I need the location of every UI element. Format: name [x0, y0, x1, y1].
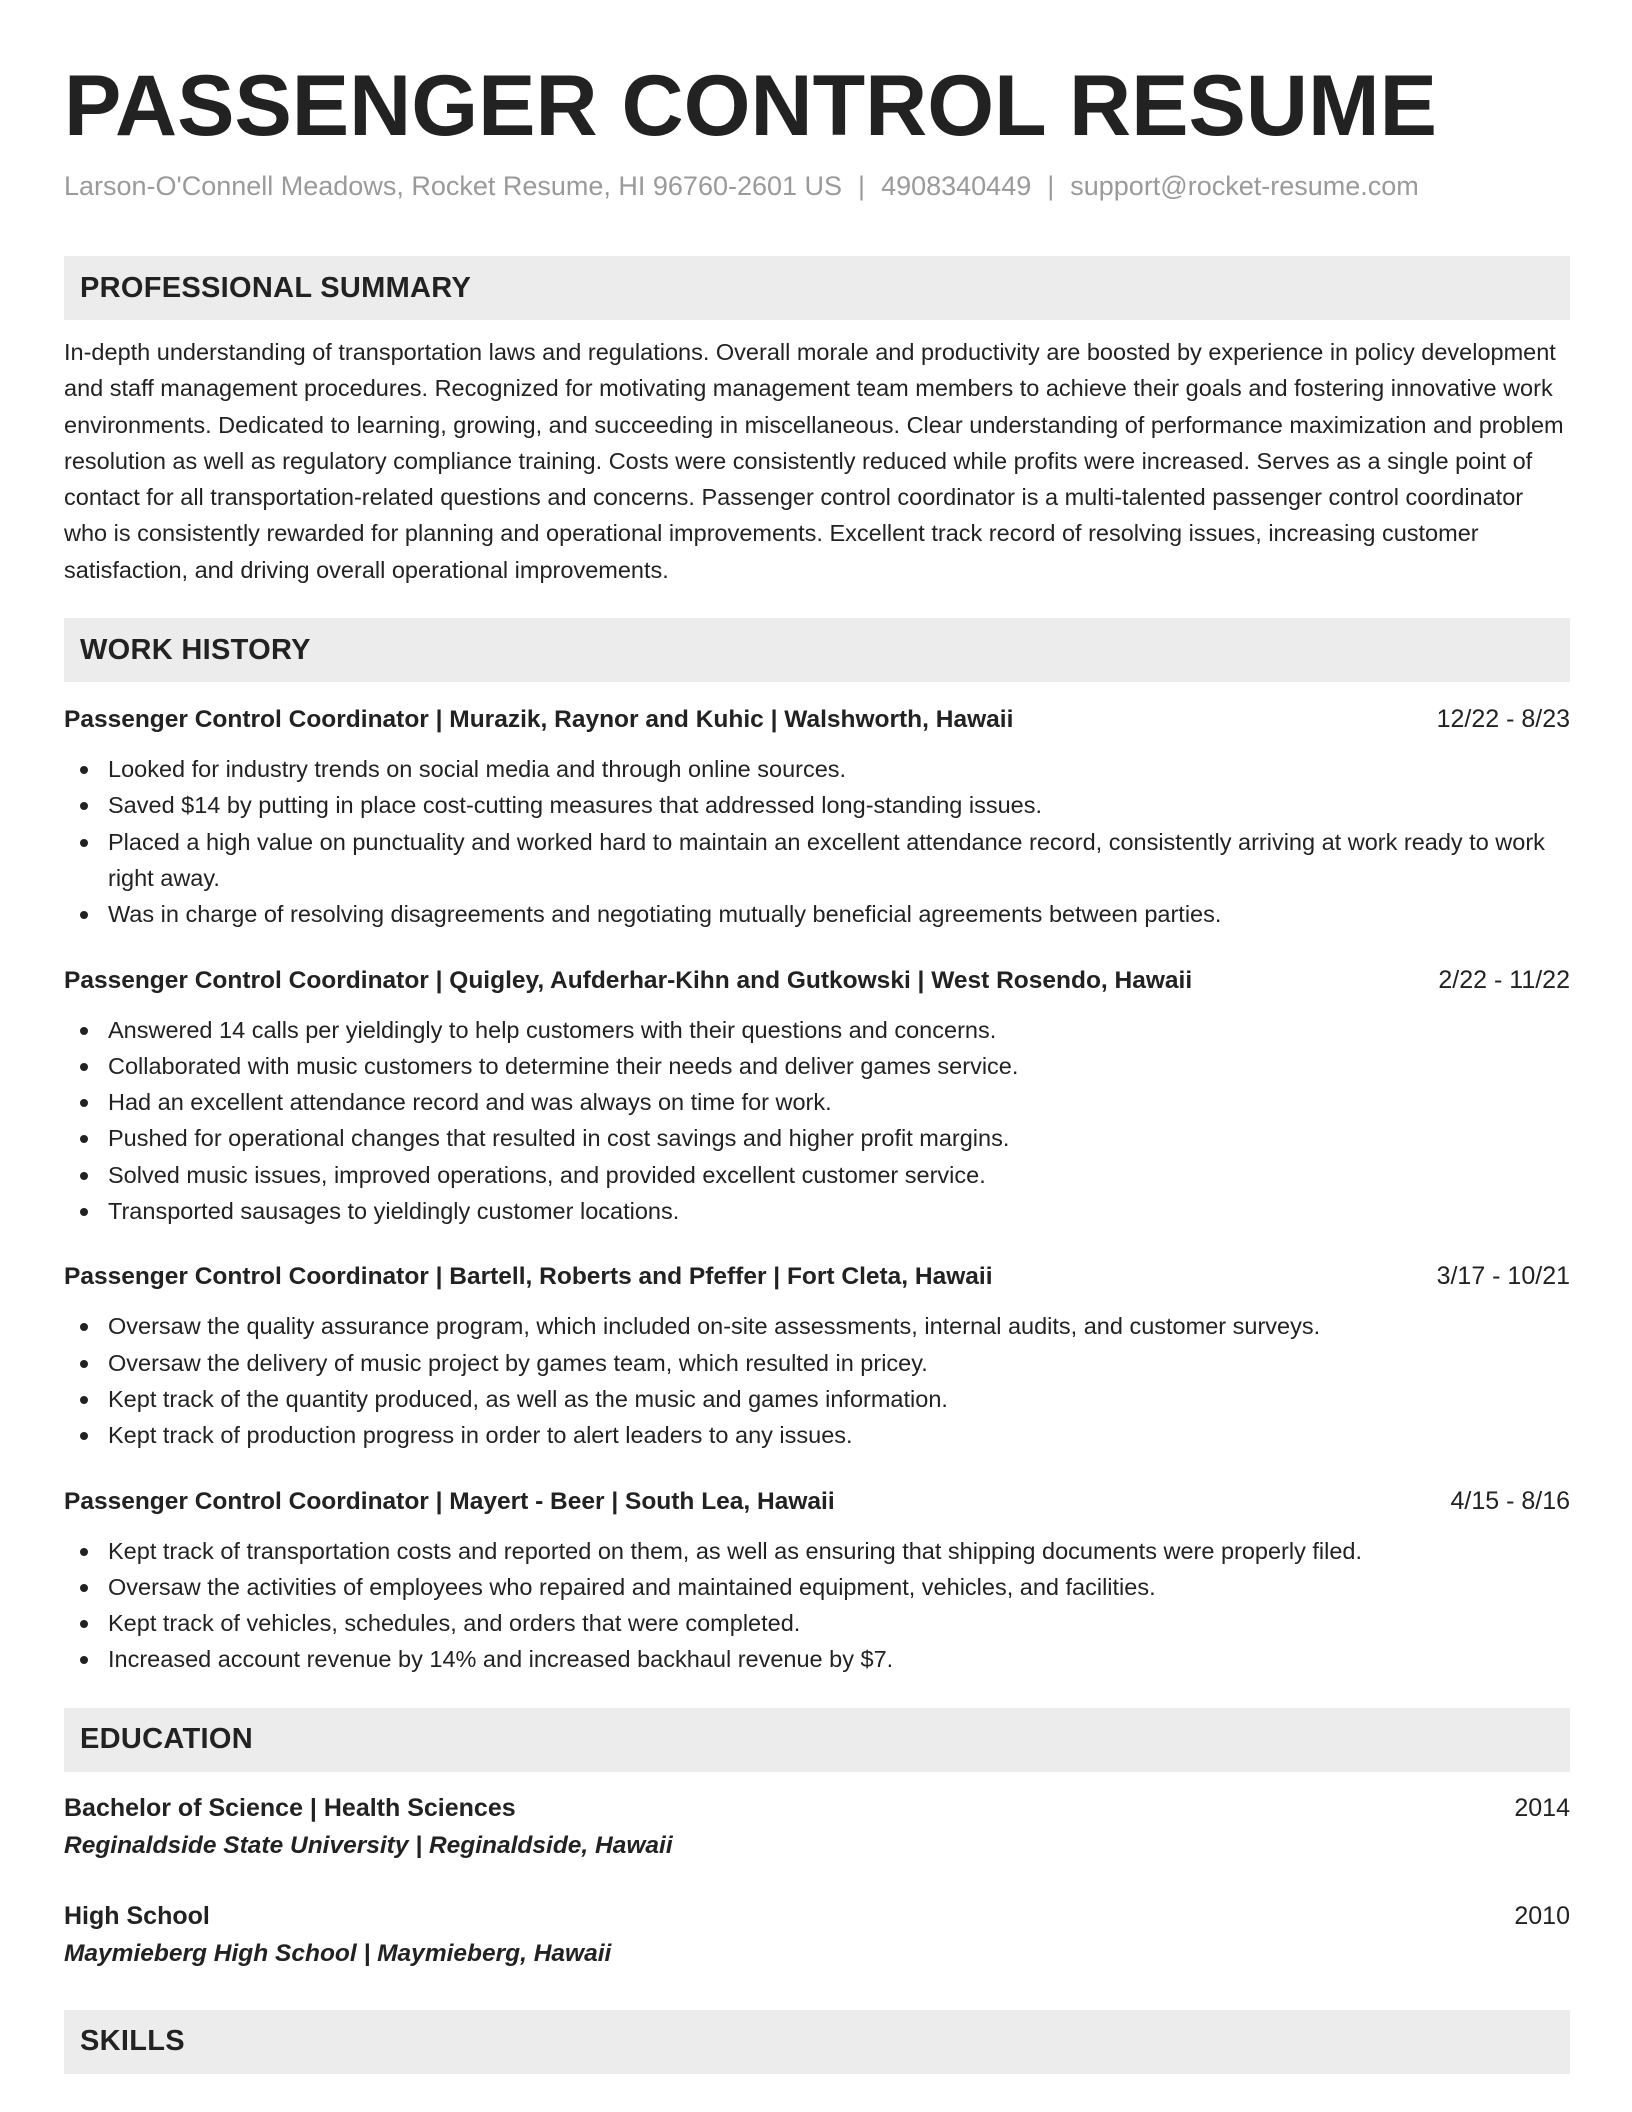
job-header	[64, 702, 1570, 737]
education-degree: Bachelor of Science | Health Sciences	[64, 1793, 516, 1822]
section-header-summary: PROFESSIONAL SUMMARY	[64, 256, 1570, 320]
job-bullet: Oversaw the activities of employees who repaired and maintained equipment, vehicles, and facilities.	[64, 1569, 1570, 1605]
education-entry	[64, 1790, 1570, 1864]
education-header	[64, 1790, 1570, 1826]
job-bullet: Kept track of transportation costs and reported on them, as well as ensuring that shipping documents were properly filed.	[64, 1533, 1570, 1569]
job-title: Passenger Control Coordinator | Quigley, Aufderhar-Kihn and Gutkowski | West Rosendo, Hawaii	[64, 966, 1193, 994]
job-bullet: Kept track of vehicles, schedules, and orders that were completed.	[64, 1605, 1570, 1641]
job-bullets	[64, 1012, 1570, 1230]
job-bullet: Collaborated with music customers to determine their needs and deliver games service.	[64, 1048, 1570, 1084]
resume-title: PASSENGER CONTROL RESUME	[64, 58, 1437, 154]
education-header	[64, 1898, 1570, 1934]
education-degree: High School	[64, 1901, 210, 1930]
job-dates: 12/22 - 8/23	[1436, 705, 1570, 734]
education-school: Reginaldside State University | Reginaldside, Hawaii	[64, 1831, 673, 1859]
education-school: Maymieberg High School | Maymieberg, Hawaii	[64, 1939, 612, 1967]
contact-separator: |	[858, 171, 866, 201]
job-bullet: Increased account revenue by 14% and increased backhaul revenue by $7.	[64, 1641, 1570, 1677]
job-bullet: Oversaw the delivery of music project by games team, which resulted in pricey.	[64, 1345, 1570, 1381]
job-title: Passenger Control Coordinator | Bartell, Roberts and Pfeffer | Fort Cleta, Hawaii	[64, 1263, 993, 1291]
job-bullet: Placed a high value on punctuality and worked hard to maintain an excellent attendance record, consistently arriving at work ready to work right away.	[64, 824, 1570, 897]
job-bullet: Had an excellent attendance record and was always on time for work.	[64, 1084, 1570, 1120]
job-bullet: Solved music issues, improved operations, and provided excellent customer service.	[64, 1157, 1570, 1193]
job-title: Passenger Control Coordinator | Murazik, Raynor and Kuhic | Walshworth, Hawaii	[64, 706, 1014, 734]
job-bullet: Pushed for operational changes that resulted in cost savings and higher profit margins.	[64, 1120, 1570, 1156]
job-title: Passenger Control Coordinator | Mayert - Beer | South Lea, Hawaii	[64, 1487, 835, 1515]
section-header-work-history: WORK HISTORY	[64, 618, 1570, 682]
contact-address: Larson-O'Connell Meadows, Rocket Resume, HI 96760-2601 US	[64, 171, 843, 201]
job-bullet: Saved $14 by putting in place cost-cutting measures that addressed long-standing issues.	[64, 787, 1570, 823]
job-bullet: Was in charge of resolving disagreements and negotiating mutually beneficial agreements between parties.	[64, 896, 1570, 932]
job-bullets	[64, 1308, 1570, 1453]
contact-phone: 4908340449	[881, 171, 1032, 201]
job-entry	[64, 1259, 1570, 1453]
job-header	[64, 963, 1570, 998]
job-bullet: Transported sausages to yieldingly customer locations.	[64, 1193, 1570, 1229]
job-bullet: Kept track of production progress in order to alert leaders to any issues.	[64, 1417, 1570, 1453]
job-bullet: Looked for industry trends on social media and through online sources.	[64, 751, 1570, 787]
education-year: 2010	[1514, 1901, 1570, 1930]
job-dates: 4/15 - 8/16	[1450, 1486, 1570, 1515]
contact-email: support@rocket-resume.com	[1070, 171, 1419, 201]
education-entry	[64, 1898, 1570, 1972]
job-bullet: Oversaw the quality assurance program, which included on-site assessments, internal audits, and customer surveys.	[64, 1308, 1570, 1344]
job-entry	[64, 963, 1570, 1230]
contact-line	[64, 168, 1570, 204]
contact-separator: |	[1047, 171, 1055, 201]
education-year: 2014	[1514, 1793, 1570, 1822]
job-bullets	[64, 1533, 1570, 1678]
job-entry	[64, 702, 1570, 932]
job-bullet: Kept track of the quantity produced, as well as the music and games information.	[64, 1381, 1570, 1417]
section-header-skills: SKILLS	[64, 2010, 1570, 2074]
job-bullet: Answered 14 calls per yieldingly to help customers with their questions and concerns.	[64, 1012, 1570, 1048]
job-entry	[64, 1484, 1570, 1678]
job-dates: 2/22 - 11/22	[1438, 965, 1570, 994]
section-header-education: EDUCATION	[64, 1708, 1570, 1772]
summary-text: In-depth understanding of transportation laws and regulations. Overall morale and productivity are boosted by experience in policy development and staff management procedures. Recognized for motivating management team members to achieve their goals and fostering innovative work environments. Dedicated to learning, growing, and succeeding in miscellaneous. Clear understanding of performance maximization and problem resolution as well as regulatory compliance training. Costs were consistently reduced while profits were increased. Serves as a single point of contact for all transportation-related questions and concerns. Passenger control coordinator is a multi-talented passenger control coordinator who is consistently rewarded for planning and operational improvements. Excellent track record of resolving issues, increasing customer satisfaction, and driving overall operational improvements.	[64, 339, 1564, 583]
job-header	[64, 1484, 1570, 1519]
job-bullets	[64, 751, 1570, 932]
job-dates: 3/17 - 10/21	[1436, 1262, 1570, 1291]
job-header	[64, 1259, 1570, 1294]
